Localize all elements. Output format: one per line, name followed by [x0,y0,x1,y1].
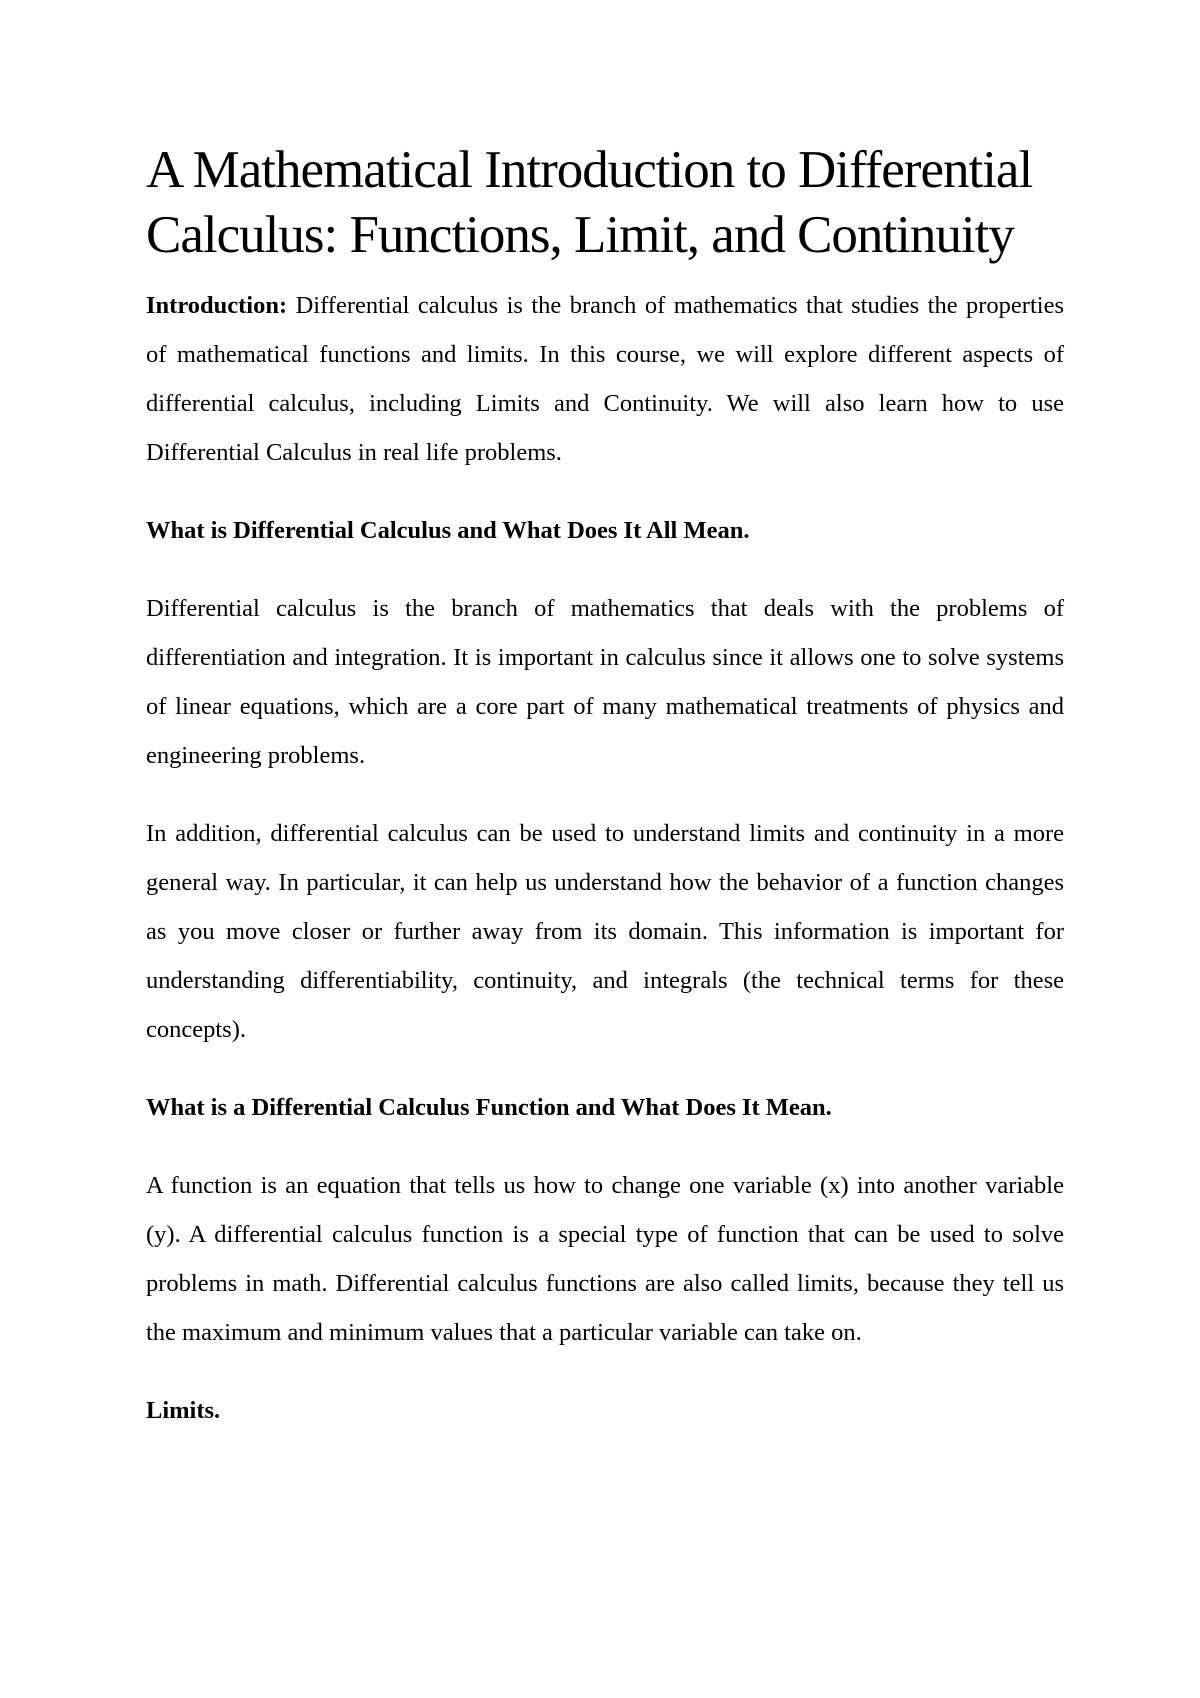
section-1-paragraph-2: In addition, differential calculus can be used to understand limits and continuity in a more general way. In particular, it can help us understand how the behavior of a function changes as you move closer or further away from its domain. This information is important for understanding differentiability, continuity, and integrals (the technical terms for these concepts). [146,820,1064,1043]
intro-paragraph [146,281,1064,477]
document-title: A Mathematical Introduction to Differential Calculus: Functions, Limit, and Continuity [146,141,1033,264]
section-heading-limits: Limits. [146,1397,221,1424]
section-heading-differential-calculus-function: What is a Differential Calculus Function and What Does It Mean. [146,1094,832,1121]
section-heading-what-is-differential-calculus: What is Differential Calculus and What Does It All Mean. [146,517,750,544]
section-1-paragraph-1: Differential calculus is the branch of mathematics that deals with the problems of differentiation and integration. It is important in calculus since it allows one to solve systems of linear equations, which are a core part of many mathematical treatments of physics and engineering problems. [146,595,1064,769]
document-page [146,138,1064,1435]
intro-label: Introduction: [146,292,288,319]
section-2-paragraph-1: A function is an equation that tells us how to change one variable (x) into another variable (y). A differential calculus function is a special type of function that can be used to solve problems in math. Differential calculus functions are also called limits, because they tell us the maximum and minimum values that a particular variable can take on. [146,1172,1064,1346]
intro-text: Differential calculus is the branch of mathematics that studies the properties of mathematical functions and limits. In this course, we will explore different aspects of differential calculus, including Limits and Continuity. We will also learn how to use Differential Calculus in real life problems. [146,292,1064,466]
